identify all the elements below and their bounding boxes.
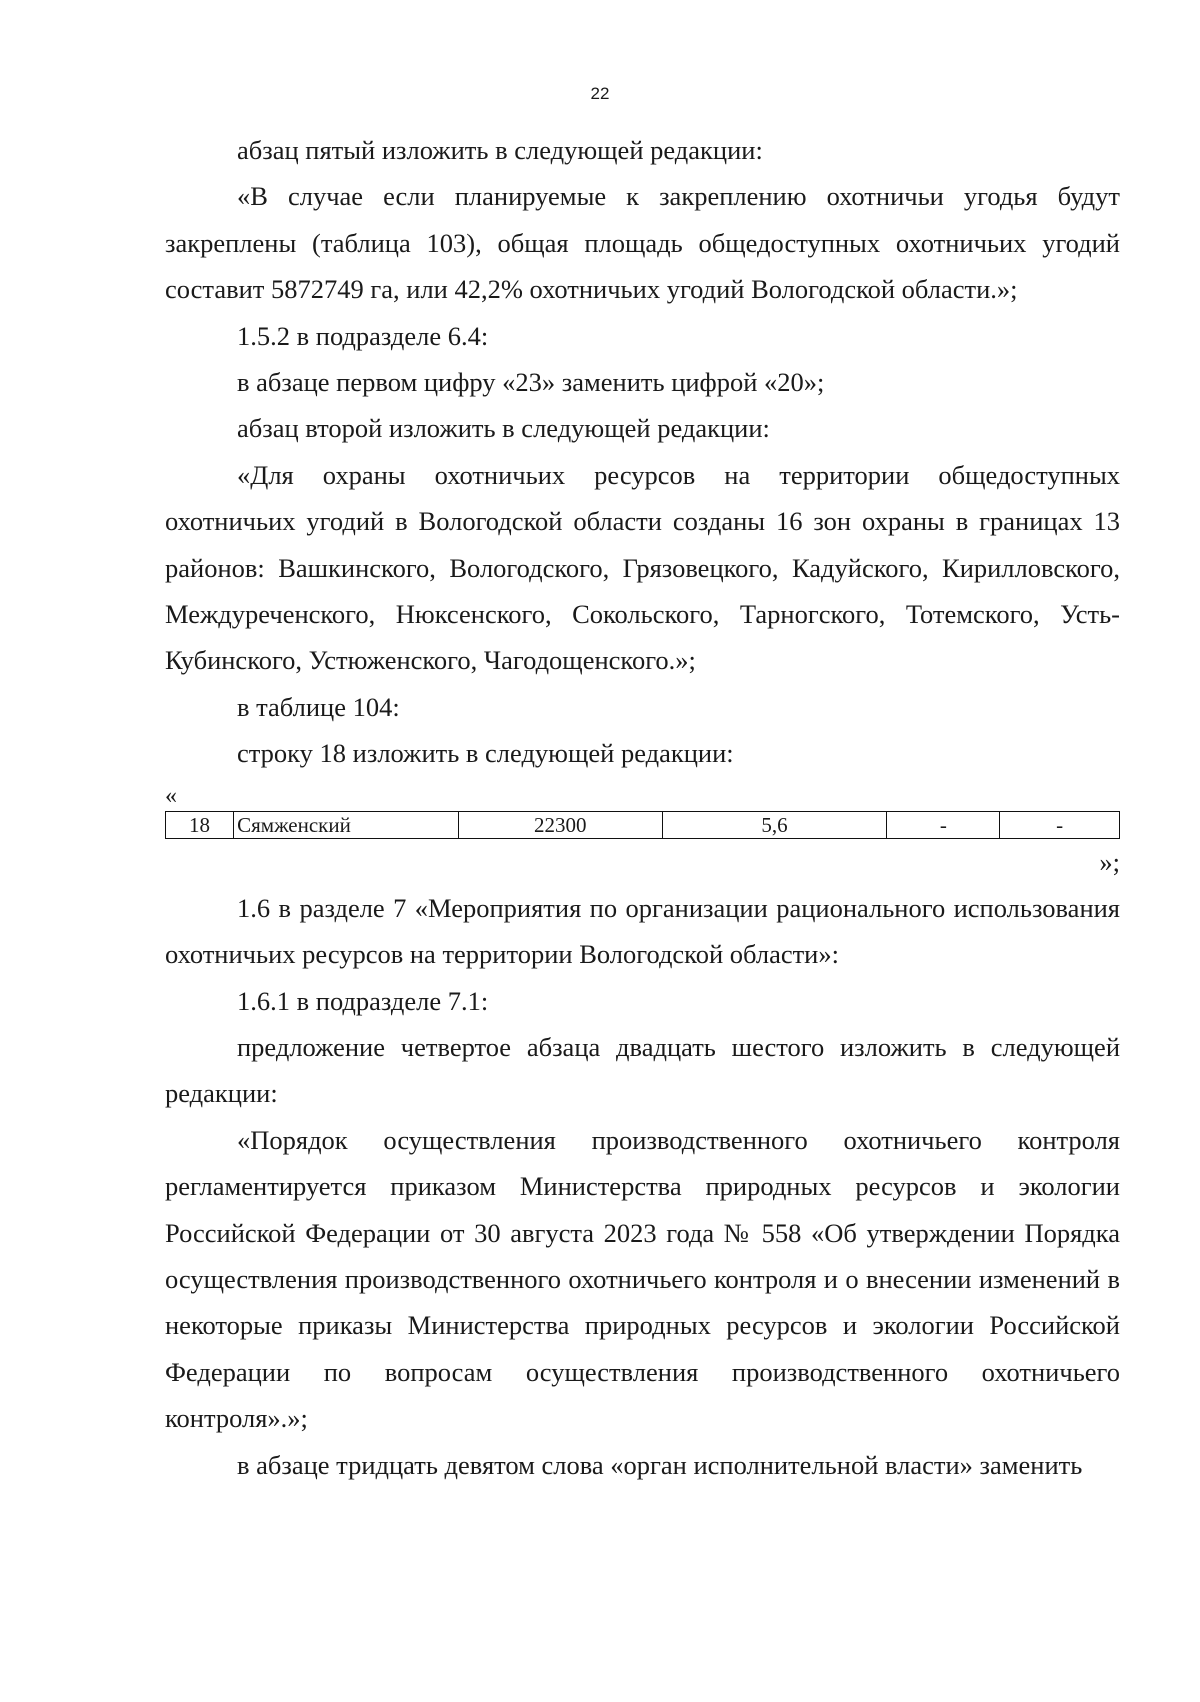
cell-dash-2: - bbox=[1000, 811, 1120, 838]
paragraph: 1.6.1 в подразделе 7.1: bbox=[237, 985, 489, 1016]
table-row bbox=[166, 811, 1120, 838]
paragraph: строку 18 изложить в следующей редакции: bbox=[237, 738, 734, 769]
paragraph: в абзаце тридцать девятом слова «орган исполнительной власти» заменить bbox=[237, 1449, 1083, 1480]
document-body bbox=[165, 127, 1120, 1488]
cell-area: 22300 bbox=[458, 811, 662, 838]
cell-district-name: Сямженский bbox=[234, 811, 459, 838]
paragraph: 1.6 в разделе 7 «Мероприятия по организации рационального использования охотничьих ресурсов на территории Вологодской области»: bbox=[165, 892, 1120, 970]
paragraph: «В случае если планируемые к закреплению охотничьи угодья будут закреплены (таблица 103), общая площадь общедоступных охотничьих угодий составит 5872749 га, или 42,2% охотничьих угодий Вологодской области.»; bbox=[165, 181, 1120, 305]
paragraph: в абзаце первом цифру «23» заменить цифрой «20»; bbox=[237, 367, 825, 398]
table-close-quote: »; bbox=[1099, 846, 1120, 877]
paragraph: в таблице 104: bbox=[237, 691, 400, 722]
cell-row-number: 18 bbox=[166, 811, 234, 838]
paragraph: предложение четвертое абзаца двадцать шестого изложить в следующей редакции: bbox=[165, 1031, 1120, 1109]
paragraph: абзац второй изложить в следующей редакции: bbox=[237, 413, 770, 444]
paragraph: абзац пятый изложить в следующей редакции: bbox=[237, 135, 763, 165]
paragraph: «Порядок осуществления производственного охотничьего контроля регламентируется приказом Министерства природных ресурсов и экологии Российской Федерации от 30 августа 2023 года № 558 «Об утверждении Порядка осуществления производственного охотничьего контроля и о внесении изменений в некоторые приказы Министерства природных ресурсов и экологии Российской Федерации по вопросам осуществления производственного охотничьего контроля».»; bbox=[165, 1124, 1120, 1434]
page-number: 22 bbox=[590, 84, 610, 103]
paragraph: 1.5.2 в подразделе 6.4: bbox=[237, 320, 489, 351]
cell-dash-1: - bbox=[887, 811, 1000, 838]
table-open-quote: « bbox=[165, 782, 177, 809]
table-104-row bbox=[165, 811, 1120, 839]
cell-value: 5,6 bbox=[662, 811, 887, 838]
paragraph: «Для охраны охотничьих ресурсов на территории общедоступных охотничьих угодий в Вологодской области созданы 16 зон охраны в границах 13 районов: Вашкинского, Вологодского, Грязовецкого, Кадуйского, Кирилловского, Междуреченского, Нюксенского, Сокольского, Тарногского, Тотемского, Усть-Кубинского, Устюженского, Чагодощенского.»; bbox=[165, 459, 1120, 676]
